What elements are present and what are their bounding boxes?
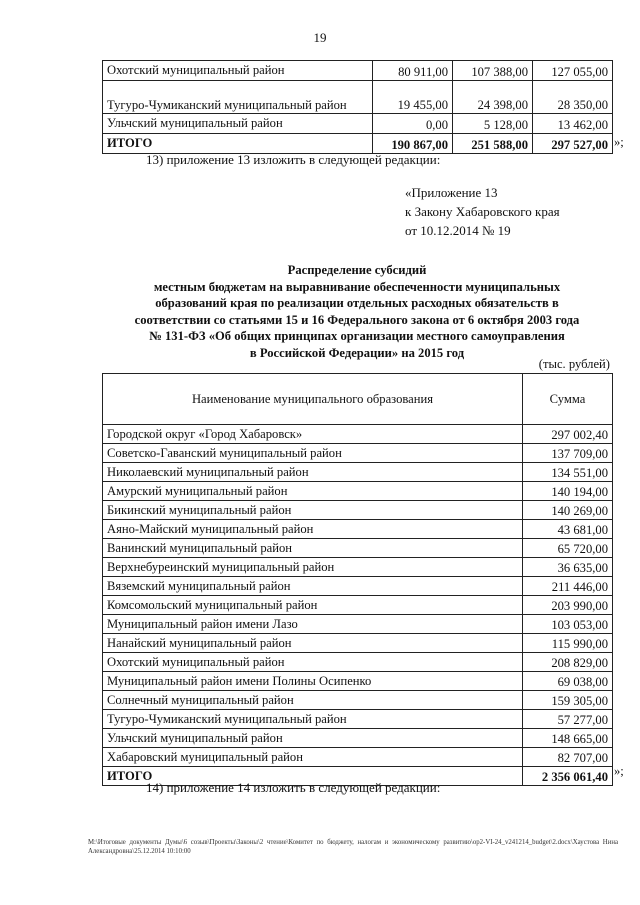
closing-quote: »;: [614, 135, 624, 149]
sum-cell: 65 720,00: [523, 539, 613, 558]
value-cell: 107 388,00: [453, 61, 533, 81]
total-row: [103, 134, 613, 154]
district-name: Городской округ «Город Хабаровск»: [103, 425, 523, 444]
title-line: № 131-ФЗ «Об общих принципах организации местного самоуправления: [149, 329, 565, 344]
table-row: [103, 444, 613, 463]
file-path-footer: M:\Итоговые документы Думы\6 созыв\Проекты\Законы\2 чтение\Комитет по бюджету, налогам и экономическому развитию\ор2-VI-24_v241214_budget\2.docx\Хаустова Нина Александровна\25.12.2014 10:10:00: [88, 839, 618, 855]
table-row: [103, 520, 613, 539]
title-line: в Российской Федерации» на 2015 год: [249, 345, 465, 360]
total-value: 297 527,00: [533, 134, 613, 154]
page-number: 19: [313, 30, 327, 45]
district-name: Хабаровский муниципальный район: [103, 748, 523, 767]
header-row: [103, 374, 613, 425]
table-row: [103, 501, 613, 520]
district-name: Комсомольский муниципальный район: [103, 596, 523, 615]
unit-label: (тыс. рублей): [538, 357, 610, 371]
table-row: [103, 729, 613, 748]
district-name: Тугуро-Чумиканский муниципальный район: [103, 710, 523, 729]
district-name: Муниципальный район имени Полины Осипенко: [103, 672, 523, 691]
sum-cell: 211 446,00: [523, 577, 613, 596]
table-row: [103, 634, 613, 653]
table-row: [103, 463, 613, 482]
title-line: Распределение субсидий: [287, 263, 427, 277]
table-row: [103, 81, 613, 114]
sum-cell: 203 990,00: [523, 596, 613, 615]
table-row: [103, 748, 613, 767]
district-name: Охотский муниципальный район: [103, 61, 373, 81]
district-name: Вяземский муниципальный район: [103, 577, 523, 596]
subsidy-table: [102, 373, 613, 786]
title-line: соответствии со статьями 15 и 16 Федерального закона от 6 октября 2003 года: [134, 312, 580, 327]
sum-cell: 69 038,00: [523, 672, 613, 691]
district-name: Ванинский муниципальный район: [103, 539, 523, 558]
table-row: [103, 482, 613, 501]
sum-cell: 140 194,00: [523, 482, 613, 501]
annex-heading: [405, 183, 560, 240]
sum-cell: 137 709,00: [523, 444, 613, 463]
sum-cell: 297 002,40: [523, 425, 613, 444]
table-row: [103, 425, 613, 444]
total-value: 2 356 061,40: [523, 767, 613, 786]
district-name: Нанайский муниципальный район: [103, 634, 523, 653]
title-line: образований края по реализации отдельных расходных обязательств в: [155, 296, 559, 311]
value-cell: 80 911,00: [373, 61, 453, 81]
district-name: Бикинский муниципальный район: [103, 501, 523, 520]
total-value: 190 867,00: [373, 134, 453, 154]
sum-cell: 115 990,00: [523, 634, 613, 653]
district-name: Амурский муниципальный район: [103, 482, 523, 501]
district-name: Николаевский муниципальный район: [103, 463, 523, 482]
sum-cell: 148 665,00: [523, 729, 613, 748]
table-row: [103, 672, 613, 691]
table-row: [103, 558, 613, 577]
table-row: [103, 691, 613, 710]
district-name: Аяно-Майский муниципальный район: [103, 520, 523, 539]
sum-cell: 57 277,00: [523, 710, 613, 729]
value-cell: 127 055,00: [533, 61, 613, 81]
sum-cell: 208 829,00: [523, 653, 613, 672]
value-cell: 13 462,00: [533, 114, 613, 134]
title-line: местным бюджетам на выравнивание обеспеченности муниципальных: [153, 279, 561, 294]
value-cell: 0,00: [373, 114, 453, 134]
sum-cell: 36 635,00: [523, 558, 613, 577]
district-name: Охотский муниципальный район: [103, 653, 523, 672]
sum-cell: 43 681,00: [523, 520, 613, 539]
table-row: [103, 596, 613, 615]
sum-cell: 140 269,00: [523, 501, 613, 520]
top-table: [102, 60, 613, 154]
value-cell: 24 398,00: [453, 81, 533, 114]
document-title: [102, 262, 612, 362]
table-row: [103, 710, 613, 729]
district-name: Ульчский муниципальный район: [103, 114, 373, 134]
table-row: [103, 539, 613, 558]
district-name: Тугуро-Чумиканский муниципальный район: [103, 81, 373, 114]
total-value: 251 588,00: [453, 134, 533, 154]
sum-cell: 103 053,00: [523, 615, 613, 634]
district-name: Муниципальный район имени Лазо: [103, 615, 523, 634]
table-row: [103, 615, 613, 634]
table-row: [103, 114, 613, 134]
total-label: ИТОГО: [103, 134, 373, 154]
table-row: [103, 61, 613, 81]
table-row: [103, 653, 613, 672]
annex-line: «Приложение 13: [405, 185, 498, 200]
sum-cell: 134 551,00: [523, 463, 613, 482]
value-cell: 19 455,00: [373, 81, 453, 114]
sum-cell: 82 707,00: [523, 748, 613, 767]
paragraph-13: 13) приложение 13 изложить в следующей редакции:: [146, 152, 441, 167]
district-name: Верхнебуреинский муниципальный район: [103, 558, 523, 577]
value-cell: 5 128,00: [453, 114, 533, 134]
annex-line: от 10.12.2014 № 19: [405, 223, 511, 238]
district-name: Солнечный муниципальный район: [103, 691, 523, 710]
table-row: [103, 577, 613, 596]
annex-line: к Закону Хабаровского края: [405, 204, 560, 219]
district-name: Советско-Гаванский муниципальный район: [103, 444, 523, 463]
value-cell: 28 350,00: [533, 81, 613, 114]
column-header-sum: Сумма: [523, 374, 613, 425]
column-header-name: Наименование муниципального образования: [103, 374, 523, 425]
sum-cell: 159 305,00: [523, 691, 613, 710]
closing-quote: »;: [614, 764, 624, 778]
paragraph-14: 14) приложение 14 изложить в следующей редакции:: [146, 780, 441, 795]
district-name: Ульчский муниципальный район: [103, 729, 523, 748]
total-label: ИТОГО: [103, 767, 523, 786]
